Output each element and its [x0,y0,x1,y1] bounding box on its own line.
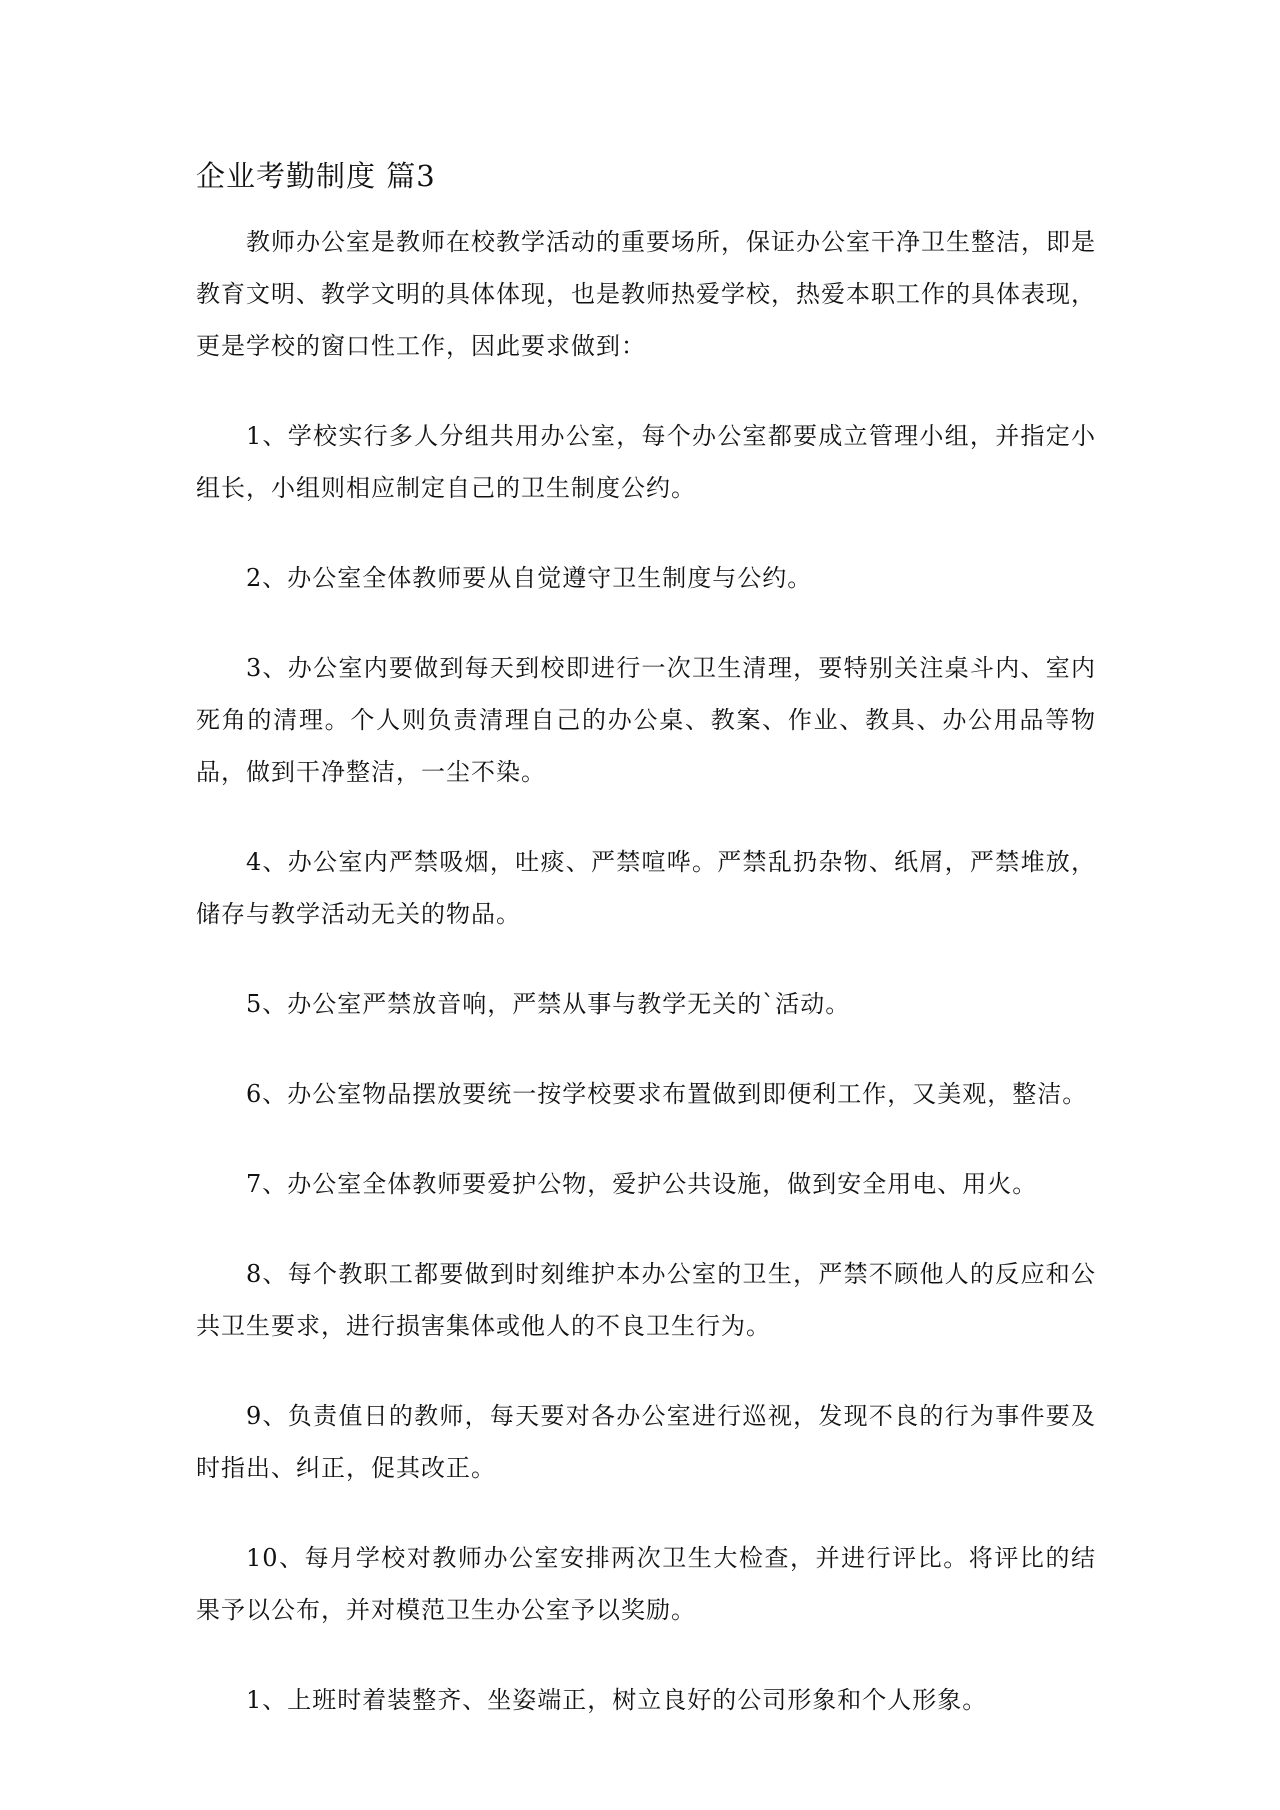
paragraph-spacer [196,1210,1096,1248]
paragraph-spacer [196,514,1096,552]
paragraph-spacer [196,798,1096,836]
paragraph-spacer [196,1120,1096,1158]
rule-item-8: 8、每个教职工都要做到时刻维护本办公室的卫生，严禁不顾他人的反应和公共卫生要求，进行损害集体或他人的不良卫生行为。 [196,1260,1096,1340]
paragraph-spacer [196,604,1096,642]
rule-item-9: 9、负责值日的教师，每天要对各办公室进行巡视，发现不良的行为事件要及时指出、纠正，促其改正。 [196,1402,1096,1482]
rule-item-1: 1、学校实行多人分组共用办公室，每个办公室都要成立管理小组，并指定小组长，小组则相应制定自己的卫生制度公约。 [196,422,1096,502]
rule-item-4: 4、办公室内严禁吸烟，吐痰、严禁喧哗。严禁乱扔杂物、纸屑，严禁堆放，储存与教学活动无关的物品。 [196,848,1096,928]
paragraph-spacer [196,1352,1096,1390]
paragraph-spacer [196,1030,1096,1068]
paragraph-spacer [196,372,1096,410]
paragraph-spacer [196,1494,1096,1532]
paragraph-spacer [196,940,1096,978]
paragraph-spacer [196,1636,1096,1674]
work-rule-item-1: 1、上班时着装整齐、坐姿端正，树立良好的公司形象和个人形象。 [246,1686,988,1714]
document-title: 企业考勤制度 篇3 [196,159,436,193]
rule-item-2: 2、办公室全体教师要从自觉遵守卫生制度与公约。 [246,564,813,592]
rule-item-3: 3、办公室内要做到每天到校即进行一次卫生清理，要特别关注桌斗内、室内死角的清理。个人则负责清理自己的办公桌、教案、作业、教具、办公用品等物品，做到干净整洁，一尘不染。 [196,654,1096,786]
rule-item-6: 6、办公室物品摆放要统一按学校要求布置做到即便利工作，又美观，整洁。 [246,1080,1088,1108]
intro-paragraph: 教师办公室是教师在校教学活动的重要场所，保证办公室干净卫生整洁，即是教育文明、教学文明的具体体现，也是教师热爱学校，热爱本职工作的具体表现，更是学校的窗口性工作，因此要求做到： [196,228,1096,360]
document-page [196,150,1096,1726]
rule-item-10: 10、每月学校对教师办公室安排两次卫生大检查，并进行评比。将评比的结果予以公布，并对模范卫生办公室予以奖励。 [196,1544,1096,1624]
rule-item-7: 7、办公室全体教师要爱护公物，爱护公共设施，做到安全用电、用火。 [246,1170,1038,1198]
rule-item-5: 5、办公室严禁放音响，严禁从事与教学无关的`活动。 [246,990,851,1018]
